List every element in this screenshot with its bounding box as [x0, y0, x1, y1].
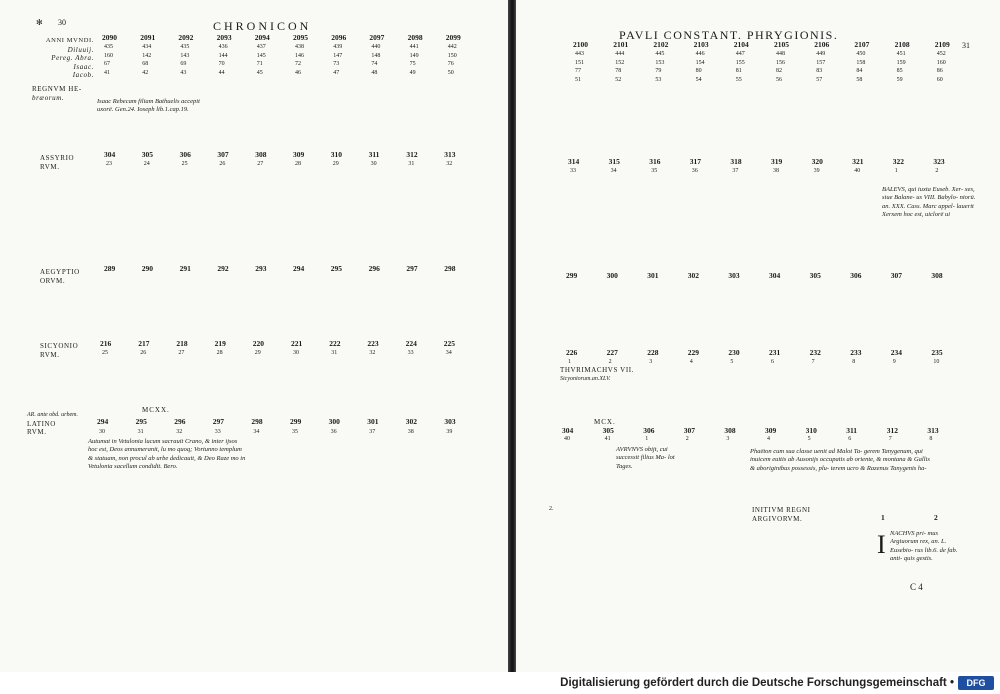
- year-number: 301: [367, 417, 379, 426]
- year-sub-number: 25: [102, 350, 108, 356]
- right-roman-numeral: MCX.: [594, 418, 616, 426]
- year-sub-number: 2: [608, 359, 612, 365]
- year-sub-number: 41: [604, 436, 611, 442]
- year-cell: 452: [936, 51, 946, 57]
- year-number: 310: [330, 150, 343, 159]
- egyptian-label-line: ORVM.: [40, 276, 66, 285]
- right-page-number: 31: [962, 41, 970, 50]
- year-cell: 78: [615, 68, 622, 74]
- year-cell: 86: [936, 68, 943, 74]
- year-cell: 160: [936, 59, 946, 66]
- year-cell: 41: [104, 69, 110, 76]
- year-cell: 48: [371, 69, 378, 76]
- year-number: 309: [765, 426, 777, 435]
- year-number: 297: [406, 264, 418, 273]
- row-label: Iacob.: [72, 71, 94, 79]
- year-number: 220: [252, 339, 265, 348]
- year-sub-number: 28: [295, 161, 301, 167]
- year-sub-number: 26: [219, 161, 226, 167]
- year-header: 2094: [254, 33, 270, 42]
- year-header: 2108: [894, 40, 910, 49]
- year-cell: 438: [295, 44, 304, 50]
- left-page: [0, 0, 510, 672]
- year-cell: 56: [776, 76, 782, 83]
- year-cell: 84: [856, 68, 863, 74]
- year-sub-number: 39: [446, 429, 453, 435]
- year-number: 311: [368, 150, 380, 159]
- year-number: 303: [444, 417, 456, 426]
- year-cell: 451: [896, 51, 906, 57]
- year-sub-number: 5: [807, 436, 811, 442]
- year-number: 320: [811, 157, 823, 166]
- year-sub-number: 2: [685, 436, 689, 442]
- year-sub-number: 27: [178, 350, 185, 356]
- latin-label-line: LATINO: [27, 419, 56, 428]
- year-header: 2103: [693, 40, 709, 49]
- year-number: 312: [406, 150, 418, 159]
- year-number: 313: [444, 150, 456, 159]
- year-sub-number: 4: [689, 359, 693, 365]
- year-sub-number: 25: [181, 161, 188, 167]
- year-cell: 439: [333, 44, 343, 50]
- year-cell: 437: [256, 44, 266, 50]
- left-running-header: CHRONICON: [213, 19, 312, 33]
- year-sub-number: 37: [732, 168, 739, 174]
- year-sub-number: 38: [407, 429, 414, 435]
- year-cell: 54: [695, 76, 702, 83]
- footer-bar: [0, 672, 1000, 694]
- year-cell: 151: [575, 59, 584, 66]
- hebrew-note: Isaac Rebecam filiam Bathuelis accepit uxorē. Gen.24. Ioseph lib.1.cap.19.: [97, 98, 200, 114]
- year-sub-number: 34: [610, 168, 617, 174]
- year-header: 2106: [814, 40, 830, 49]
- year-cell: 157: [816, 59, 826, 66]
- year-cell: 148: [371, 52, 381, 59]
- row-label: ANNI MVNDI.: [45, 37, 94, 44]
- year-header: 2109: [934, 40, 950, 49]
- drop-capital: I: [877, 530, 886, 559]
- year-number: 235: [931, 348, 943, 357]
- ornament-mark: ✻: [36, 18, 43, 27]
- year-sub-number: 32: [176, 429, 183, 435]
- sicyonian-label: [40, 342, 78, 359]
- initium-number: 1: [881, 513, 885, 522]
- year-cell: 83: [816, 68, 823, 74]
- year-sub-number: 23: [106, 161, 112, 167]
- year-number: 310: [805, 426, 817, 435]
- sicyonian-label-line: SICYONIO: [40, 342, 79, 350]
- year-sub-number: 35: [292, 429, 298, 435]
- thurimachus-note: [560, 366, 634, 383]
- aurunus-note: AVRVNVS obijt, cui successit filius Ma- lot Tages.: [616, 446, 675, 470]
- footer-credit: Digitalisierung gefördert durch die Deutsche Forschungsgemeinschaft •: [560, 677, 954, 689]
- year-number: 292: [217, 264, 229, 273]
- thurimachus-line: Sicyoniorum.an.XLV.: [560, 375, 611, 382]
- assyrian-label: [40, 154, 74, 171]
- year-sub-number: 34: [253, 429, 260, 435]
- year-cell: 158: [856, 59, 866, 66]
- year-header: 2096: [331, 33, 347, 42]
- year-number: 314: [568, 157, 580, 166]
- year-number: 289: [104, 264, 116, 273]
- year-sub-number: 29: [332, 161, 339, 167]
- year-number: 298: [444, 264, 456, 273]
- year-header: 2099: [445, 33, 461, 42]
- year-number: 308: [255, 150, 267, 159]
- left-roman-numeral: MCXX.: [142, 406, 170, 414]
- year-number: 234: [890, 348, 903, 357]
- year-number: 290: [141, 264, 154, 273]
- year-number: 306: [179, 150, 191, 159]
- phaeton-note: Phaëton cum sua classe uenit ad Malot Ta- gerem Tanygenum, qui inuicem euitis ab Ausonijs occupatis ab oriente, & montana & Gallis & aboriginibus possessis, plu- terem ucro & Razenus Tanygenis ha-: [750, 448, 930, 472]
- year-number: 308: [931, 271, 943, 280]
- year-sub-number: 35: [651, 168, 658, 174]
- year-cell: 70: [218, 61, 225, 67]
- thurimachus-line: THVRIMACHVS VII.: [560, 366, 635, 374]
- year-cell: 52: [615, 76, 622, 83]
- year-header: 2090: [102, 33, 117, 42]
- year-sub-number: 1: [894, 168, 898, 174]
- year-number: 312: [886, 426, 899, 435]
- year-number: 307: [683, 426, 696, 435]
- margin-mark: 2.: [549, 506, 554, 512]
- year-number: 295: [330, 264, 343, 273]
- year-cell: 73: [333, 61, 340, 67]
- year-number: 306: [643, 426, 655, 435]
- year-header: 2101: [613, 40, 629, 49]
- year-number: 303: [728, 271, 740, 280]
- year-cell: 58: [856, 76, 863, 83]
- year-sub-number: 3: [726, 436, 730, 442]
- year-number: 313: [927, 426, 939, 435]
- year-cell: 77: [575, 68, 581, 74]
- year-cell: 449: [816, 51, 826, 57]
- latin-note: Autumat in Vetulonia lucum sacrauit Crano, & inter ijsos hoc est, Deos annumeranit, lu mo quoq; Vortunno templum & statuam, non procul ab urbe dedicauit, & Deo Raze mo in Vetulonia sacellum condidit. Bero.: [88, 438, 246, 470]
- year-cell: 145: [256, 52, 266, 59]
- year-cell: 146: [295, 52, 304, 59]
- year-number: 295: [135, 417, 147, 426]
- year-sub-number: 6: [771, 359, 774, 365]
- year-number: 304: [769, 271, 781, 280]
- row-label: Isaac.: [73, 62, 94, 71]
- year-number: 221: [291, 339, 303, 348]
- year-cell: 156: [776, 59, 785, 66]
- year-number: 305: [809, 271, 821, 280]
- row-label: Pereg. Abra.: [51, 54, 94, 62]
- year-sub-number: 39: [813, 168, 820, 174]
- year-sub-number: 36: [691, 168, 698, 174]
- year-number: 309: [293, 150, 305, 159]
- egyptian-label-line: AEGYPTIO: [40, 268, 80, 276]
- year-cell: 143: [180, 52, 190, 59]
- year-cell: 159: [896, 59, 906, 66]
- year-cell: 42: [142, 69, 149, 76]
- year-sub-number: 32: [446, 161, 453, 167]
- year-number: 302: [687, 271, 700, 280]
- year-number: 291: [179, 264, 191, 273]
- year-cell: 69: [180, 61, 187, 67]
- year-sub-number: 26: [140, 350, 147, 356]
- year-sub-number: 33: [407, 350, 414, 356]
- year-sub-number: 37: [369, 429, 376, 435]
- year-cell: 71: [256, 61, 263, 67]
- year-number: 308: [724, 426, 736, 435]
- year-cell: 44: [218, 69, 225, 76]
- year-cell: 445: [655, 51, 665, 57]
- year-sub-number: 30: [293, 350, 299, 356]
- year-sub-number: 4: [767, 436, 770, 442]
- year-number: 228: [647, 348, 659, 357]
- year-number: 317: [689, 157, 702, 166]
- year-cell: 435: [180, 44, 190, 50]
- year-number: 296: [174, 417, 186, 426]
- year-cell: 153: [655, 59, 665, 66]
- year-cell: 75: [409, 61, 416, 67]
- year-cell: 50: [447, 69, 454, 76]
- year-number: 302: [405, 417, 418, 426]
- year-number: 298: [251, 417, 263, 426]
- year-cell: 81: [735, 68, 742, 74]
- year-cell: 448: [776, 51, 785, 57]
- year-number: 315: [608, 157, 620, 166]
- year-header: 2105: [774, 40, 789, 49]
- year-cell: 68: [142, 61, 149, 67]
- year-cell: 80: [695, 68, 702, 74]
- year-cell: 150: [447, 52, 457, 59]
- year-cell: 434: [142, 44, 152, 50]
- year-cell: 142: [142, 52, 152, 59]
- initium-title-line: INITIVM REGNI: [752, 506, 811, 514]
- year-cell: 67: [104, 61, 110, 67]
- year-sub-number: 27: [257, 161, 264, 167]
- year-number: 316: [649, 157, 661, 166]
- egyptian-label: [40, 268, 80, 285]
- year-number: 226: [566, 348, 578, 357]
- year-number: 319: [771, 157, 783, 166]
- year-number: 306: [850, 271, 862, 280]
- year-cell: 152: [615, 59, 625, 66]
- dfg-logo: DFG: [958, 676, 994, 690]
- initium-title-line: ARGIVORVM.: [752, 514, 803, 523]
- year-cell: 447: [735, 51, 745, 57]
- year-sub-number: 32: [369, 350, 376, 356]
- year-number: 305: [141, 150, 154, 159]
- year-number: 296: [368, 264, 380, 273]
- year-number: 304: [104, 150, 116, 159]
- year-number: 318: [730, 157, 742, 166]
- year-number: 305: [602, 426, 614, 435]
- year-sub-number: 31: [137, 429, 144, 435]
- year-number: 307: [217, 150, 229, 159]
- year-number: 307: [890, 271, 903, 280]
- year-header: 2098: [407, 33, 423, 42]
- year-sub-number: 8: [929, 436, 933, 442]
- year-cell: 155: [735, 59, 745, 66]
- year-sub-number: 2: [935, 168, 939, 174]
- inachus-note: NACHVS pri- mus Argiuorum rex, an. L. Eusebio- rus lib.6. de fab. anti- quis gestis.: [890, 530, 958, 562]
- signature-mark: C 4: [910, 582, 923, 592]
- year-number: 294: [97, 417, 109, 426]
- year-cell: 149: [409, 52, 419, 59]
- year-sub-number: 40: [854, 168, 861, 174]
- year-number: 297: [212, 417, 225, 426]
- year-cell: 79: [655, 68, 662, 74]
- year-cell: 47: [333, 69, 340, 76]
- year-cell: 55: [735, 76, 742, 83]
- year-header: 2104: [733, 40, 749, 49]
- year-cell: 450: [856, 51, 866, 57]
- year-sub-number: 1: [645, 436, 649, 442]
- year-number: 299: [290, 417, 302, 426]
- year-number: 294: [293, 264, 305, 273]
- year-cell: 154: [695, 59, 705, 66]
- year-sub-number: 34: [445, 350, 452, 356]
- top-row-labels: [40, 37, 94, 80]
- year-number: 229: [687, 348, 700, 357]
- year-cell: 435: [104, 44, 113, 50]
- year-sub-number: 40: [564, 436, 570, 442]
- latin-label: [27, 411, 78, 437]
- year-number: 323: [933, 157, 945, 166]
- baleus-note: BALEVS, qui iuxta Euseb. Xer- xes, siue Balane- us VIII. Babylo- niorū. an. XXX. Cass. Marc appel- lauerit Xerxem hoc est, uiclorē ui: [882, 186, 976, 218]
- year-sub-number: 31: [331, 350, 338, 356]
- year-sub-number: 33: [214, 429, 221, 435]
- year-sub-number: 30: [370, 161, 377, 167]
- year-cell: 46: [295, 69, 301, 76]
- year-sub-number: 7: [888, 436, 892, 442]
- year-cell: 444: [615, 51, 625, 57]
- year-number: 321: [852, 157, 864, 166]
- year-sub-number: 36: [330, 429, 337, 435]
- year-cell: 43: [180, 69, 187, 76]
- year-number: 217: [138, 339, 150, 348]
- year-cell: 51: [575, 76, 581, 83]
- year-header: 2092: [178, 33, 194, 42]
- year-cell: 72: [295, 61, 301, 67]
- year-cell: 45: [256, 69, 263, 76]
- year-sub-number: 9: [892, 359, 896, 365]
- year-number: 301: [647, 271, 659, 280]
- year-cell: 440: [371, 44, 381, 50]
- year-header: 2095: [293, 33, 308, 42]
- year-cell: 76: [447, 61, 454, 67]
- year-sub-number: 31: [408, 161, 415, 167]
- right-running-header: PAVLI CONSTANT. PHRYGIONIS.: [619, 28, 839, 42]
- year-cell: 160: [104, 52, 113, 59]
- year-number: 222: [329, 339, 341, 348]
- year-number: 304: [562, 426, 574, 435]
- year-cell: 436: [218, 44, 228, 50]
- latin-label-line: AR. ante obd. urbem.: [27, 412, 78, 418]
- year-number: 216: [100, 339, 112, 348]
- year-sub-number: 38: [773, 168, 779, 174]
- assyrian-label-line: RVM.: [40, 162, 60, 171]
- year-sub-number: 29: [254, 350, 261, 356]
- left-page-number: 30: [58, 18, 66, 27]
- year-cell: 446: [695, 51, 705, 57]
- year-number: 311: [846, 426, 858, 435]
- year-header: 2091: [140, 33, 156, 42]
- year-sub-number: 7: [811, 359, 815, 365]
- year-cell: 59: [896, 76, 903, 83]
- year-cell: 49: [409, 69, 416, 76]
- year-number: 300: [606, 271, 618, 280]
- year-sub-number: 28: [216, 350, 223, 356]
- year-sub-number: 30: [99, 429, 105, 435]
- year-cell: 85: [896, 68, 903, 74]
- row-label: Diluuij.: [67, 45, 94, 54]
- year-sub-number: 3: [649, 359, 653, 365]
- year-number: 293: [255, 264, 267, 273]
- hebrew-label-line: REGNVM HE-: [32, 85, 82, 93]
- year-sub-number: 8: [852, 359, 856, 365]
- year-number: 231: [769, 348, 781, 357]
- year-sub-number: 10: [933, 359, 940, 365]
- year-cell: 443: [575, 51, 584, 57]
- year-cell: 53: [655, 76, 662, 83]
- year-number: 232: [809, 348, 821, 357]
- year-number: 299: [566, 271, 578, 280]
- year-header: 2102: [653, 40, 669, 49]
- year-cell: 82: [776, 68, 782, 74]
- assyrian-label-line: ASSYRIO: [40, 154, 75, 162]
- year-cell: 442: [447, 44, 457, 50]
- year-cell: 57: [816, 76, 823, 83]
- year-number: 227: [606, 348, 618, 357]
- year-cell: 144: [218, 52, 228, 59]
- year-number: 322: [892, 157, 905, 166]
- year-header: 2093: [216, 33, 232, 42]
- year-number: 223: [367, 339, 379, 348]
- initium-number: 2: [934, 513, 938, 522]
- year-header: 2100: [573, 40, 588, 49]
- year-cell: 441: [409, 44, 419, 50]
- year-header: 2107: [854, 40, 870, 49]
- year-cell: 74: [371, 61, 378, 67]
- year-header: 2097: [369, 33, 385, 42]
- year-number: 219: [214, 339, 226, 348]
- year-cell: 147: [333, 52, 343, 59]
- initium-title: [752, 506, 811, 523]
- year-number: 230: [728, 348, 740, 357]
- year-sub-number: 6: [848, 436, 852, 442]
- hebrew-label-line: bræorum.: [32, 93, 65, 102]
- hebrew-label: [32, 85, 82, 102]
- year-cell: 60: [936, 76, 943, 83]
- year-sub-number: 24: [143, 161, 150, 167]
- year-sub-number: 5: [730, 359, 734, 365]
- year-number: 224: [405, 339, 417, 348]
- sicyonian-label-line: RVM.: [40, 350, 60, 359]
- year-number: 233: [850, 348, 862, 357]
- year-number: 218: [176, 339, 188, 348]
- latin-label-line: RVM.: [27, 428, 47, 436]
- right-page: [516, 0, 1000, 672]
- year-sub-number: 1: [568, 359, 571, 365]
- year-number: 225: [443, 339, 456, 348]
- year-sub-number: 33: [570, 168, 576, 174]
- year-number: 300: [328, 417, 340, 426]
